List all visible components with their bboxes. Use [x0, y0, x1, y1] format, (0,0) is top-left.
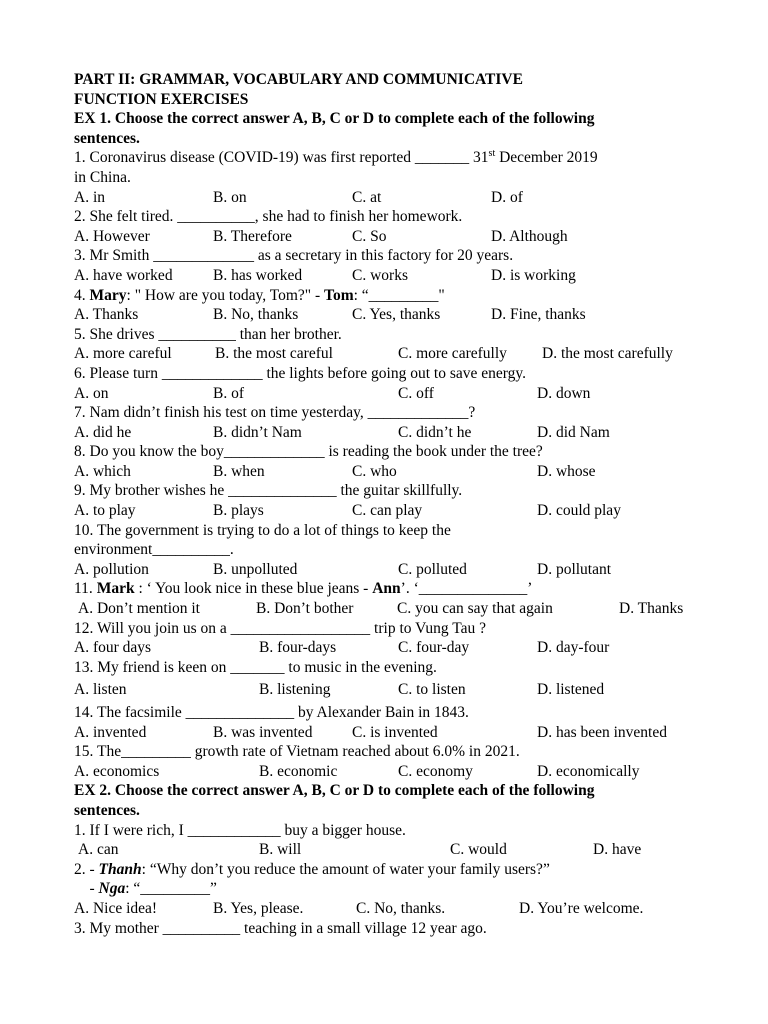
option-b: B. has worked [213, 266, 303, 284]
option-d: D. of [491, 188, 523, 206]
option-b: B. plays [213, 502, 264, 520]
ex1-q12-stem: 12. Will you join us on a __________________ trip to Vung Tau ? [74, 619, 486, 637]
ex1-q3-stem: 3. Mr Smith _____________ as a secretary in this factory for 20 years. [74, 247, 514, 265]
part-title-line-2: FUNCTION EXERCISES [74, 90, 249, 108]
ex2-q2-stem: 2. - Thanh: “Why don’t you reduce the amount of water your family users?” [74, 860, 550, 878]
option-c: C. more carefully [398, 345, 507, 363]
ex1-heading-line-1: EX 1. Choose the correct answer A, B, C or D to complete each of the following [74, 110, 595, 128]
option-c: C. off [398, 384, 434, 402]
ex1-q6-options [74, 384, 714, 404]
ex1-q4-stem: 4. Mary: " How are you today, Tom?" - Tom: “_________" [74, 286, 445, 304]
option-c: C. you can say that again [397, 600, 553, 618]
option-b: B. four-days [259, 639, 337, 657]
ex1-q14-options [74, 723, 714, 743]
option-b: B. the most careful [215, 345, 333, 363]
option-a: A. economics [74, 762, 160, 780]
ex1-q15-stem: 15. The_________ growth rate of Vietnam reached about 6.0% in 2021. [74, 743, 520, 761]
option-b: B. was invented [213, 723, 313, 741]
speaker-mark: Mark [96, 580, 135, 598]
ex1-q2-stem: 2. She felt tired. __________, she had to finish her homework. [74, 208, 463, 226]
ex2-heading-line-2: sentences. [74, 801, 140, 819]
option-c: C. would [450, 841, 507, 859]
option-b: B. Don’t bother [256, 600, 354, 618]
option-a: A. Don’t mention it [78, 600, 200, 618]
option-d: D. day-four [537, 639, 610, 657]
option-b: B. on [213, 188, 247, 206]
ex1-q9-stem: 9. My brother wishes he ______________ the guitar skillfully. [74, 482, 463, 500]
option-c: C. works [352, 266, 408, 284]
ex2-q1-stem: 1. If I were rich, I ____________ buy a bigger house. [74, 821, 406, 839]
option-c: C. polluted [398, 560, 467, 578]
option-b: B. Yes, please. [213, 899, 304, 917]
ex1-q7-options [74, 423, 714, 443]
option-b: B. No, thanks [213, 306, 299, 324]
option-a: A. invented [74, 723, 147, 741]
option-d: D. the most carefully [542, 345, 673, 363]
ex1-q6-stem: 6. Please turn _____________ the lights before going out to save energy. [74, 364, 527, 382]
ex2-q2-options [74, 899, 714, 919]
option-a: A. which [74, 462, 131, 480]
option-a: A. have worked [74, 266, 173, 284]
ex1-q1-options [74, 188, 714, 208]
option-b: B. didn’t Nam [213, 423, 302, 441]
ex1-q13-stem: 13. My friend is keen on _______ to music in the evening. [74, 658, 437, 676]
option-d: D. Although [491, 227, 568, 245]
option-c: C. So [352, 227, 387, 245]
option-d: D. listened [537, 681, 605, 699]
option-b: B. unpolluted [213, 560, 298, 578]
option-d: D. pollutant [537, 560, 612, 578]
ex1-q9-options [74, 501, 714, 521]
option-a: A. more careful [74, 345, 172, 363]
option-c: C. No, thanks. [356, 899, 446, 917]
ex1-q13-options [74, 680, 714, 700]
option-a: A. listen [74, 681, 127, 699]
ex1-q11-stem: 11. Mark : ‘ You look nice in these blue jeans - Ann’. ‘______________’ [74, 580, 533, 598]
speaker-mary: Mary [89, 286, 127, 304]
part-title-line-1: PART II: GRAMMAR, VOCABULARY AND COMMUNICATIVE [74, 71, 523, 88]
option-d: D. could play [537, 502, 621, 520]
ex1-q12-options [74, 638, 714, 658]
option-a: A. on [74, 384, 109, 402]
ex1-q14-stem: 14. The facsimile ______________ by Alexander Bain in 1843. [74, 704, 469, 721]
ex1-heading-line-2: sentences. [74, 129, 140, 147]
ex1-q10-stem: 10. The government is trying to do a lot of things to keep the [74, 521, 451, 539]
option-d: D. is working [491, 266, 576, 284]
option-d: D. economically [537, 762, 640, 780]
option-d: D. You’re welcome. [519, 899, 644, 917]
option-d: D. down [537, 384, 591, 402]
option-c: C. to listen [398, 681, 466, 699]
option-c: C. who [352, 462, 397, 480]
option-c: C. Yes, thanks [352, 306, 441, 324]
option-c: C. four-day [398, 639, 470, 657]
ex2-q2-stem-line-2: - Nga: “_________” [74, 880, 217, 898]
ex1-q10-options [74, 560, 714, 580]
option-b: B. when [213, 462, 265, 480]
speaker-nga: Nga [98, 880, 126, 898]
option-a: A. pollution [74, 560, 149, 578]
ex1-q1-stem: 1. Coronavirus disease (COVID-19) was first reported _______ 31st December 2019 [74, 148, 598, 167]
ex2-q3-stem: 3. My mother __________ teaching in a small village 12 year ago. [74, 919, 487, 937]
option-b: B. economic [259, 762, 338, 780]
option-a: A. to play [74, 502, 136, 520]
option-b: B. Therefore [213, 227, 292, 245]
option-a: A. However [74, 227, 150, 245]
ex1-q15-options [74, 762, 714, 782]
option-a: A. in [74, 188, 105, 206]
speaker-ann: Ann [372, 580, 401, 598]
option-b: B. of [213, 384, 244, 402]
ex1-q11-options [74, 599, 714, 619]
ex1-q3-options [74, 266, 714, 286]
worksheet-page [74, 70, 714, 938]
option-d: D. Thanks [619, 600, 684, 618]
option-a: A. four days [74, 639, 152, 657]
speaker-tom: Tom [324, 286, 354, 304]
option-d: D. did Nam [537, 423, 610, 441]
ex1-q1-stem-line-2: in China. [74, 168, 131, 186]
option-a: A. Nice idea! [74, 899, 158, 917]
ex1-q8-stem: 8. Do you know the boy_____________ is reading the book under the tree? [74, 443, 543, 461]
option-a: A. can [78, 841, 119, 859]
option-a: A. did he [74, 423, 132, 441]
option-d: D. whose [537, 462, 596, 480]
option-a: A. Thanks [74, 306, 139, 324]
ex1-q5-stem: 5. She drives __________ than her brother. [74, 325, 342, 343]
ex2-heading-line-1: EX 2. Choose the correct answer A, B, C or D to complete each of the following [74, 782, 595, 800]
ex1-q10-stem-line-2: environment__________. [74, 541, 234, 559]
ex1-q4-options [74, 305, 714, 325]
ex1-q7-stem: 7. Nam didn’t finish his test on time yesterday, _____________? [74, 404, 476, 422]
ex1-q5-options [74, 344, 714, 364]
option-c: C. economy [398, 762, 473, 780]
option-c: C. can play [352, 502, 423, 520]
ex1-q2-options [74, 227, 714, 247]
option-c: C. didn’t he [398, 423, 472, 441]
option-c: C. is invented [352, 723, 438, 741]
speaker-thanh: Thanh [98, 860, 142, 878]
option-d: D. have [593, 841, 642, 859]
option-d: D. has been invented [537, 723, 667, 741]
option-b: B. will [259, 841, 302, 859]
option-d: D. Fine, thanks [491, 306, 586, 324]
option-b: B. listening [259, 681, 331, 699]
option-c: C. at [352, 188, 382, 206]
ex1-q8-options [74, 462, 714, 482]
ex2-q1-options [74, 840, 714, 860]
